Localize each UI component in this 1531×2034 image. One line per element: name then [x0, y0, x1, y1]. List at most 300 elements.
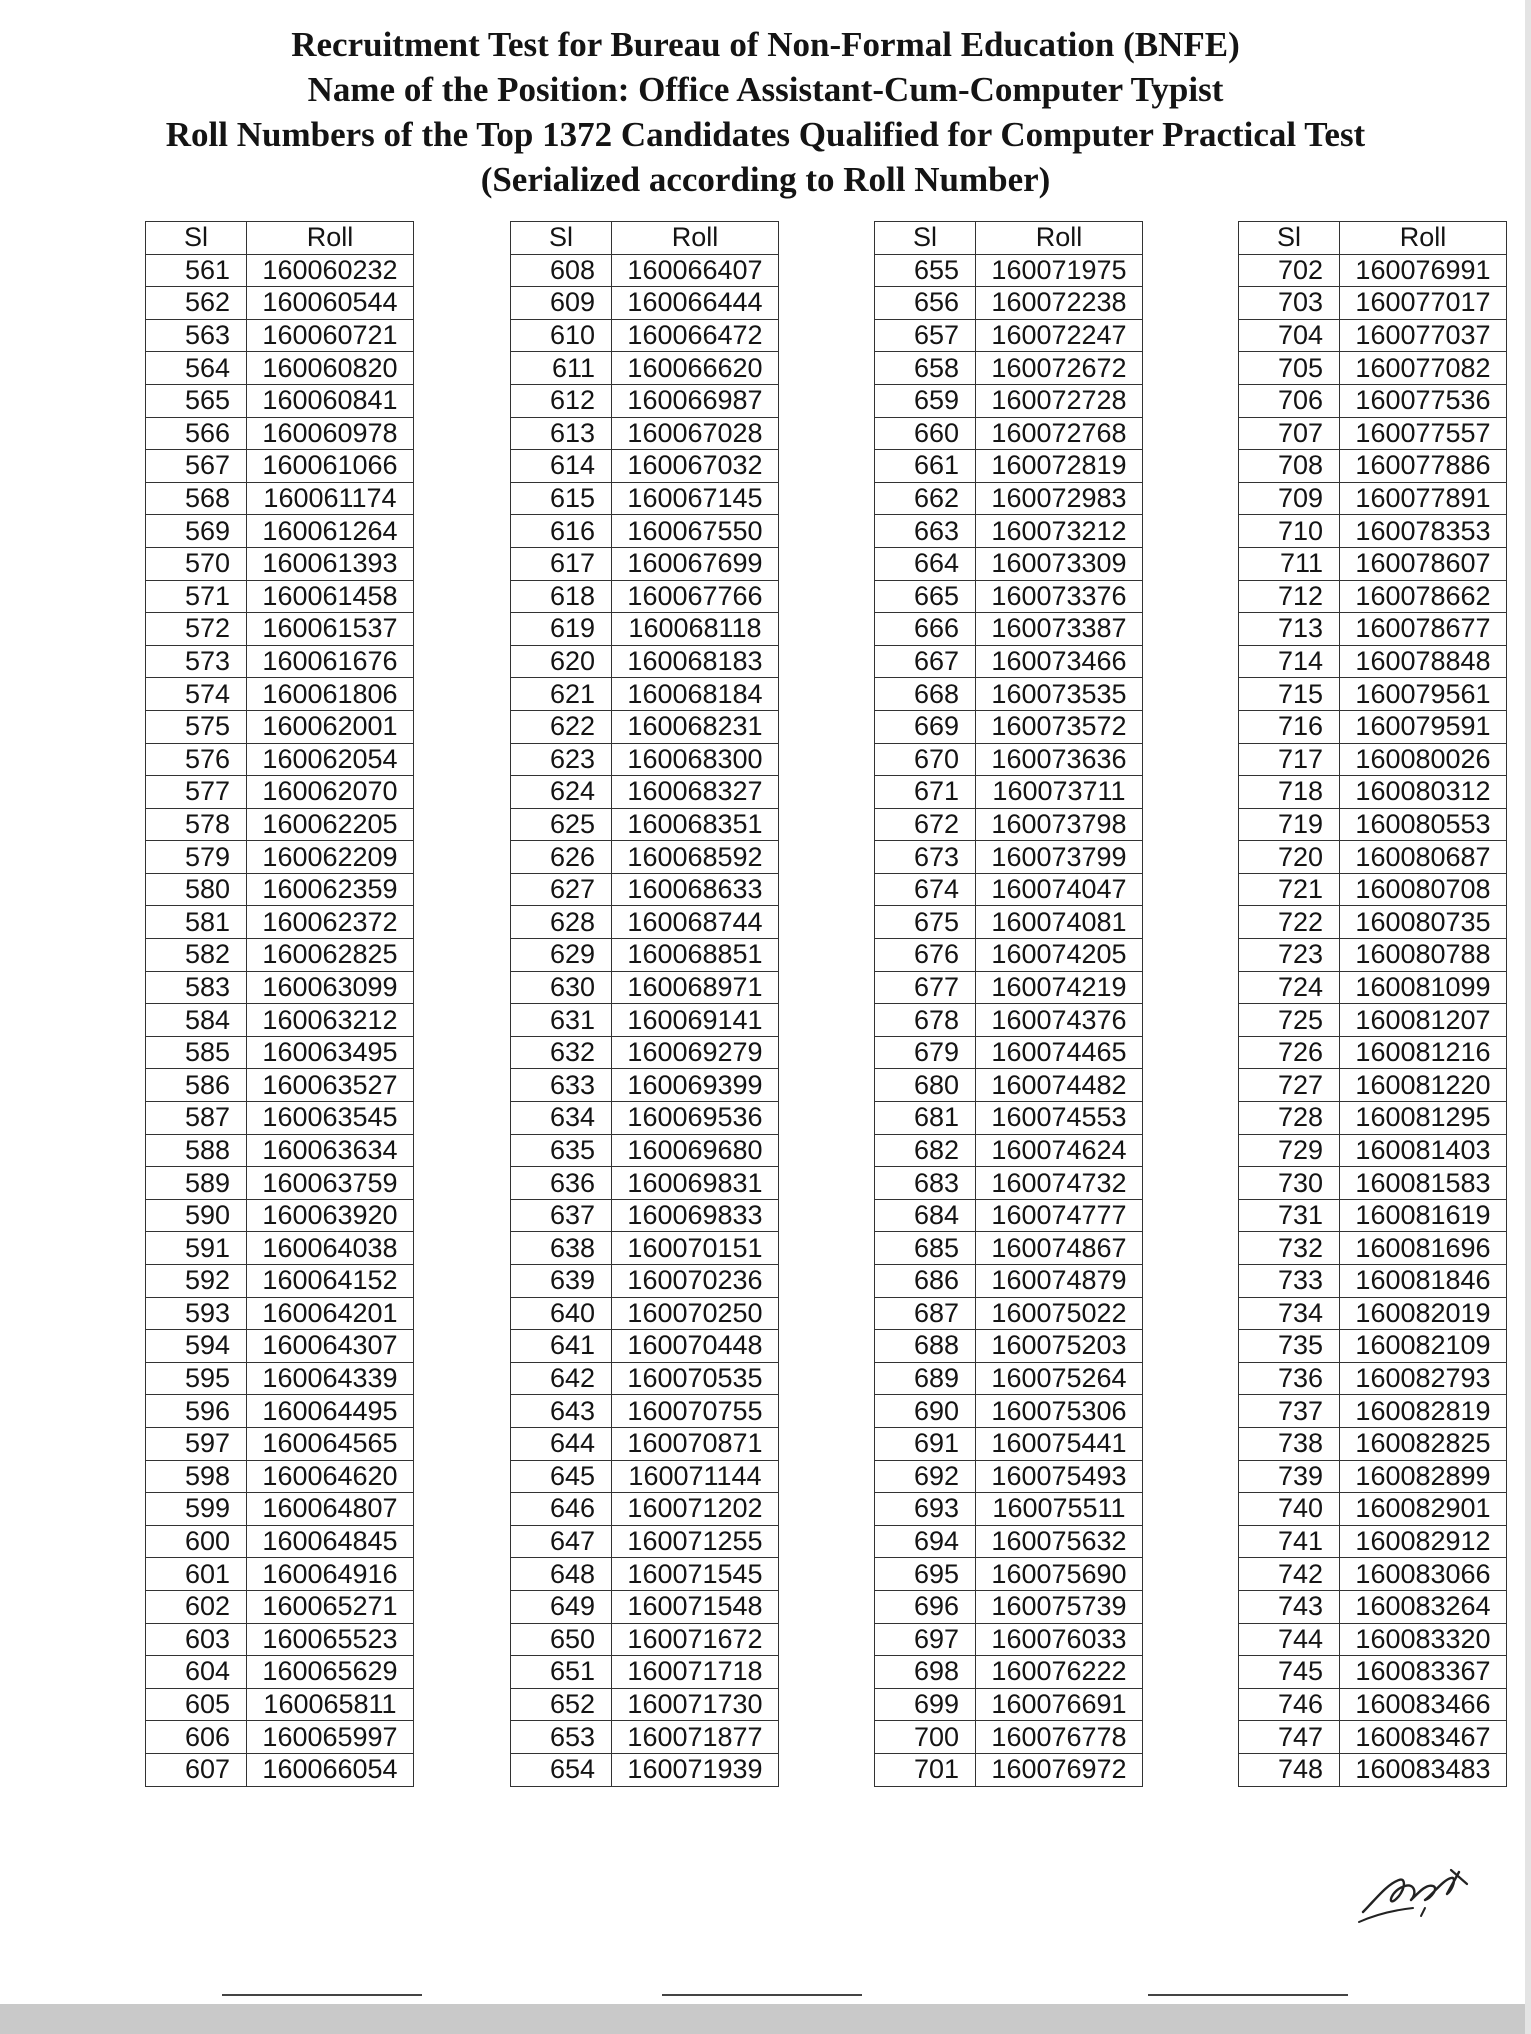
- roll-number-cell: 160063099: [247, 971, 414, 1004]
- table-row: [146, 841, 414, 874]
- roll-table-3: [874, 221, 1143, 1787]
- roll-number-cell: 160072819: [976, 450, 1143, 483]
- roll-number-cell: 160064307: [247, 1330, 414, 1363]
- table-row: [146, 482, 414, 515]
- roll-number-cell: 160068744: [612, 906, 779, 939]
- table-row: [511, 1623, 779, 1656]
- table-row: [511, 1167, 779, 1200]
- serial-cell: 595: [146, 1362, 247, 1395]
- serial-cell: 631: [511, 1004, 612, 1037]
- serial-cell: 711: [1239, 547, 1340, 580]
- serial-cell: 679: [875, 1036, 976, 1069]
- roll-number-cell: 160074376: [976, 1004, 1143, 1037]
- serial-cell: 683: [875, 1167, 976, 1200]
- roll-number-cell: 160061676: [247, 645, 414, 678]
- table-row: [146, 1590, 414, 1623]
- table-row: [875, 678, 1143, 711]
- table-row: [146, 939, 414, 972]
- table-row: [875, 1460, 1143, 1493]
- roll-number-cell: 160073711: [976, 776, 1143, 809]
- serial-cell: 677: [875, 971, 976, 1004]
- table-row: [511, 1493, 779, 1526]
- serial-cell: 592: [146, 1265, 247, 1298]
- serial-cell: 582: [146, 939, 247, 972]
- serial-cell: 680: [875, 1069, 976, 1102]
- table-row: [1239, 841, 1507, 874]
- table-row: [875, 547, 1143, 580]
- roll-number-cell: 160078848: [1340, 645, 1507, 678]
- table-row: [875, 1590, 1143, 1623]
- serial-cell: 581: [146, 906, 247, 939]
- roll-number-cell: 160068592: [612, 841, 779, 874]
- table-row: [511, 1525, 779, 1558]
- table-row: [146, 1167, 414, 1200]
- table-row: [875, 482, 1143, 515]
- table-row: [1239, 1297, 1507, 1330]
- serial-cell: 688: [875, 1330, 976, 1363]
- roll-number-cell: 160062070: [247, 776, 414, 809]
- table-row: [511, 450, 779, 483]
- roll-number-cell: 160071672: [612, 1623, 779, 1656]
- roll-number-cell: 160079591: [1340, 710, 1507, 743]
- serial-cell: 737: [1239, 1395, 1340, 1428]
- serial-cell: 593: [146, 1297, 247, 1330]
- roll-number-cell: 160061264: [247, 515, 414, 548]
- serial-cell: 562: [146, 287, 247, 320]
- serial-cell: 746: [1239, 1688, 1340, 1721]
- serial-cell: 661: [875, 450, 976, 483]
- serial-cell: 622: [511, 710, 612, 743]
- table-row: [511, 417, 779, 450]
- table-row: [146, 1525, 414, 1558]
- serial-cell: 623: [511, 743, 612, 776]
- table-row: [875, 384, 1143, 417]
- serial-cell: 589: [146, 1167, 247, 1200]
- column-header-sl: Sl: [875, 222, 976, 255]
- roll-number-cell: 160064201: [247, 1297, 414, 1330]
- roll-number-cell: 160074867: [976, 1232, 1143, 1265]
- serial-cell: 568: [146, 482, 247, 515]
- roll-number-cell: 160064152: [247, 1265, 414, 1298]
- table-row: [1239, 1362, 1507, 1395]
- table-row: [875, 1167, 1143, 1200]
- roll-number-cell: 160075739: [976, 1590, 1143, 1623]
- table-row: [875, 352, 1143, 385]
- serial-cell: 660: [875, 417, 976, 450]
- roll-number-cell: 160074777: [976, 1199, 1143, 1232]
- table-row: [1239, 1167, 1507, 1200]
- table-row: [511, 319, 779, 352]
- roll-number-cell: 160062372: [247, 906, 414, 939]
- serial-cell: 730: [1239, 1167, 1340, 1200]
- serial-cell: 709: [1239, 482, 1340, 515]
- serial-cell: 717: [1239, 743, 1340, 776]
- roll-number-cell: 160083264: [1340, 1590, 1507, 1623]
- table-row: [1239, 254, 1507, 287]
- table-row: [146, 1036, 414, 1069]
- table-row: [146, 1232, 414, 1265]
- roll-number-cell: 160071975: [976, 254, 1143, 287]
- table-row: [146, 1721, 414, 1754]
- roll-number-cell: 160081295: [1340, 1102, 1507, 1135]
- table-row: [1239, 743, 1507, 776]
- roll-number-cell: 160075264: [976, 1362, 1143, 1395]
- column-header-sl: Sl: [146, 222, 247, 255]
- serial-cell: 588: [146, 1134, 247, 1167]
- table-row: [1239, 1721, 1507, 1754]
- table-row: [1239, 1134, 1507, 1167]
- serial-cell: 625: [511, 808, 612, 841]
- serial-cell: 667: [875, 645, 976, 678]
- roll-number-cell: 160071939: [612, 1753, 779, 1786]
- roll-number-cell: 160081583: [1340, 1167, 1507, 1200]
- table-row: [875, 515, 1143, 548]
- roll-number-cell: 160080026: [1340, 743, 1507, 776]
- header-note: (Serialized according to Roll Number): [480, 160, 1051, 199]
- roll-number-cell: 160077886: [1340, 450, 1507, 483]
- serial-cell: 682: [875, 1134, 976, 1167]
- roll-number-cell: 160063920: [247, 1199, 414, 1232]
- serial-cell: 580: [146, 873, 247, 906]
- table-row: [1239, 1590, 1507, 1623]
- table-row: [146, 1656, 414, 1689]
- table-row: [146, 450, 414, 483]
- serial-cell: 607: [146, 1753, 247, 1786]
- serial-cell: 690: [875, 1395, 976, 1428]
- table-row: [511, 776, 779, 809]
- serial-cell: 668: [875, 678, 976, 711]
- column-header-roll: Roll: [247, 222, 414, 255]
- serial-cell: 671: [875, 776, 976, 809]
- serial-cell: 640: [511, 1297, 612, 1330]
- roll-number-cell: 160074553: [976, 1102, 1143, 1135]
- table-row: [875, 971, 1143, 1004]
- serial-cell: 629: [511, 939, 612, 972]
- roll-number-cell: 160076222: [976, 1656, 1143, 1689]
- table-row: [1239, 873, 1507, 906]
- serial-cell: 563: [146, 319, 247, 352]
- roll-number-cell: 160080735: [1340, 906, 1507, 939]
- roll-number-cell: 160083320: [1340, 1623, 1507, 1656]
- roll-number-cell: 160083483: [1340, 1753, 1507, 1786]
- roll-number-cell: 160070755: [612, 1395, 779, 1428]
- table-row: [875, 1656, 1143, 1689]
- serial-cell: 689: [875, 1362, 976, 1395]
- serial-cell: 573: [146, 645, 247, 678]
- table-row: [1239, 1395, 1507, 1428]
- table-row: [146, 873, 414, 906]
- table-row: [1239, 450, 1507, 483]
- table-row: [875, 287, 1143, 320]
- table-row: [875, 1623, 1143, 1656]
- table-row: [1239, 319, 1507, 352]
- table-row: [875, 1265, 1143, 1298]
- serial-cell: 647: [511, 1525, 612, 1558]
- serial-cell: 597: [146, 1427, 247, 1460]
- table-row: [511, 1590, 779, 1623]
- serial-cell: 645: [511, 1460, 612, 1493]
- table-row: [1239, 645, 1507, 678]
- table-row: [146, 319, 414, 352]
- roll-number-cell: 160077017: [1340, 287, 1507, 320]
- column-header-roll: Roll: [1340, 222, 1507, 255]
- serial-cell: 644: [511, 1427, 612, 1460]
- column-header-sl: Sl: [511, 222, 612, 255]
- table-row: [146, 547, 414, 580]
- serial-cell: 705: [1239, 352, 1340, 385]
- table-row: [875, 1753, 1143, 1786]
- scan-right-edge: [1525, 0, 1531, 2034]
- serial-cell: 722: [1239, 906, 1340, 939]
- serial-cell: 575: [146, 710, 247, 743]
- table-row: [875, 450, 1143, 483]
- roll-number-cell: 160077557: [1340, 417, 1507, 450]
- table-row: [875, 841, 1143, 874]
- serial-cell: 732: [1239, 1232, 1340, 1265]
- serial-cell: 681: [875, 1102, 976, 1135]
- table-row: [875, 1721, 1143, 1754]
- roll-number-cell: 160067550: [612, 515, 779, 548]
- roll-number-cell: 160067028: [612, 417, 779, 450]
- table-row: [875, 1069, 1143, 1102]
- table-row: [1239, 287, 1507, 320]
- table-row: [146, 287, 414, 320]
- table-row: [875, 417, 1143, 450]
- roll-table-1: [145, 221, 414, 1787]
- roll-number-cell: 160063634: [247, 1134, 414, 1167]
- roll-number-cell: 160072247: [976, 319, 1143, 352]
- serial-cell: 636: [511, 1167, 612, 1200]
- roll-number-cell: 160073376: [976, 580, 1143, 613]
- table-row: [511, 1297, 779, 1330]
- serial-cell: 735: [1239, 1330, 1340, 1363]
- table-row: [511, 482, 779, 515]
- roll-number-cell: 160062001: [247, 710, 414, 743]
- table-row: [875, 613, 1143, 646]
- roll-number-cell: 160060978: [247, 417, 414, 450]
- footer-rule-middle: [662, 1994, 862, 1996]
- serial-cell: 635: [511, 1134, 612, 1167]
- table-row: [875, 1558, 1143, 1591]
- table-row: [511, 1688, 779, 1721]
- serial-cell: 742: [1239, 1558, 1340, 1591]
- table-row: [146, 384, 414, 417]
- roll-number-cell: 160075203: [976, 1330, 1143, 1363]
- serial-cell: 634: [511, 1102, 612, 1135]
- serial-cell: 578: [146, 808, 247, 841]
- table-row: [511, 1558, 779, 1591]
- serial-cell: 596: [146, 1395, 247, 1428]
- roll-number-cell: 160077082: [1340, 352, 1507, 385]
- roll-number-cell: 160063545: [247, 1102, 414, 1135]
- table-row: [146, 808, 414, 841]
- serial-cell: 603: [146, 1623, 247, 1656]
- table-row: [875, 1493, 1143, 1526]
- roll-number-cell: 160068633: [612, 873, 779, 906]
- serial-cell: 687: [875, 1297, 976, 1330]
- table-row: [146, 1688, 414, 1721]
- serial-cell: 637: [511, 1199, 612, 1232]
- table-row: [1239, 417, 1507, 450]
- table-row: [511, 613, 779, 646]
- table-row: [875, 710, 1143, 743]
- signature-mark: [1355, 1850, 1475, 1930]
- serial-cell: 653: [511, 1721, 612, 1754]
- roll-number-cell: 160065271: [247, 1590, 414, 1623]
- serial-cell: 651: [511, 1656, 612, 1689]
- table-row: [875, 776, 1143, 809]
- table-row: [146, 743, 414, 776]
- serial-cell: 628: [511, 906, 612, 939]
- serial-cell: 624: [511, 776, 612, 809]
- roll-number-cell: 160072238: [976, 287, 1143, 320]
- table-row: [1239, 1004, 1507, 1037]
- table-row: [1239, 547, 1507, 580]
- roll-number-cell: 160064038: [247, 1232, 414, 1265]
- table-row: [146, 1330, 414, 1363]
- serial-cell: 698: [875, 1656, 976, 1689]
- table-row: [146, 1493, 414, 1526]
- table-row: [1239, 1656, 1507, 1689]
- serial-cell: 674: [875, 873, 976, 906]
- roll-number-cell: 160080312: [1340, 776, 1507, 809]
- serial-cell: 666: [875, 613, 976, 646]
- roll-number-cell: 160063527: [247, 1069, 414, 1102]
- table-row: [146, 971, 414, 1004]
- table-header-row: [1239, 222, 1507, 255]
- serial-cell: 685: [875, 1232, 976, 1265]
- table-row: [1239, 1069, 1507, 1102]
- serial-cell: 569: [146, 515, 247, 548]
- header-subtitle: Roll Numbers of the Top 1372 Candidates Qualified for Computer Practical Test: [165, 115, 1366, 154]
- serial-cell: 617: [511, 547, 612, 580]
- roll-number-cell: 160061458: [247, 580, 414, 613]
- serial-cell: 620: [511, 645, 612, 678]
- roll-number-cell: 160075441: [976, 1427, 1143, 1460]
- roll-number-cell: 160080687: [1340, 841, 1507, 874]
- roll-number-cell: 160082793: [1340, 1362, 1507, 1395]
- serial-cell: 665: [875, 580, 976, 613]
- roll-number-cell: 160060841: [247, 384, 414, 417]
- table-row: [146, 1558, 414, 1591]
- serial-cell: 714: [1239, 645, 1340, 678]
- roll-number-cell: 160076691: [976, 1688, 1143, 1721]
- roll-number-cell: 160074219: [976, 971, 1143, 1004]
- roll-number-cell: 160069141: [612, 1004, 779, 1037]
- roll-number-cell: 160069831: [612, 1167, 779, 1200]
- serial-cell: 672: [875, 808, 976, 841]
- roll-table-2: [510, 221, 779, 1787]
- roll-number-cell: 160079561: [1340, 678, 1507, 711]
- roll-number-cell: 160062825: [247, 939, 414, 972]
- roll-number-cell: 160068231: [612, 710, 779, 743]
- serial-cell: 734: [1239, 1297, 1340, 1330]
- serial-cell: 721: [1239, 873, 1340, 906]
- serial-cell: 673: [875, 841, 976, 874]
- table-row: [1239, 384, 1507, 417]
- roll-number-cell: 160077037: [1340, 319, 1507, 352]
- table-row: [511, 515, 779, 548]
- serial-cell: 566: [146, 417, 247, 450]
- table-row: [1239, 580, 1507, 613]
- serial-cell: 609: [511, 287, 612, 320]
- serial-cell: 728: [1239, 1102, 1340, 1135]
- serial-cell: 614: [511, 450, 612, 483]
- roll-number-cell: 160070250: [612, 1297, 779, 1330]
- roll-number-cell: 160072983: [976, 482, 1143, 515]
- roll-number-cell: 160081099: [1340, 971, 1507, 1004]
- table-row: [511, 1199, 779, 1232]
- roll-number-cell: 160071718: [612, 1656, 779, 1689]
- serial-cell: 656: [875, 287, 976, 320]
- table-row: [1239, 515, 1507, 548]
- roll-number-cell: 160067699: [612, 547, 779, 580]
- table-row: [146, 417, 414, 450]
- roll-number-cell: 160081846: [1340, 1265, 1507, 1298]
- table-row: [1239, 1199, 1507, 1232]
- table-row: [511, 287, 779, 320]
- roll-number-cell: 160068118: [612, 613, 779, 646]
- table-header-row: [146, 222, 414, 255]
- table-row: [511, 1330, 779, 1363]
- table-row: [1239, 1493, 1507, 1526]
- serial-cell: 718: [1239, 776, 1340, 809]
- serial-cell: 632: [511, 1036, 612, 1069]
- roll-number-cell: 160073387: [976, 613, 1143, 646]
- roll-number-cell: 160064565: [247, 1427, 414, 1460]
- roll-number-cell: 160060721: [247, 319, 414, 352]
- table-row: [875, 1004, 1143, 1037]
- roll-number-cell: 160060544: [247, 287, 414, 320]
- serial-cell: 604: [146, 1656, 247, 1689]
- roll-number-cell: 160082825: [1340, 1427, 1507, 1460]
- roll-number-cell: 160073212: [976, 515, 1143, 548]
- table-row: [146, 1069, 414, 1102]
- table-row: [875, 319, 1143, 352]
- serial-cell: 669: [875, 710, 976, 743]
- roll-number-cell: 160081220: [1340, 1069, 1507, 1102]
- serial-cell: 567: [146, 450, 247, 483]
- column-header-roll: Roll: [612, 222, 779, 255]
- table-row: [875, 1525, 1143, 1558]
- table-row: [511, 254, 779, 287]
- table-row: [875, 645, 1143, 678]
- roll-number-cell: 160083367: [1340, 1656, 1507, 1689]
- serial-cell: 599: [146, 1493, 247, 1526]
- serial-cell: 747: [1239, 1721, 1340, 1754]
- table-row: [146, 710, 414, 743]
- roll-number-cell: 160072672: [976, 352, 1143, 385]
- roll-number-cell: 160068327: [612, 776, 779, 809]
- roll-number-cell: 160071877: [612, 1721, 779, 1754]
- table-row: [1239, 1265, 1507, 1298]
- serial-cell: 706: [1239, 384, 1340, 417]
- serial-cell: 619: [511, 613, 612, 646]
- serial-cell: 727: [1239, 1069, 1340, 1102]
- roll-number-cell: 160060820: [247, 352, 414, 385]
- roll-number-cell: 160075690: [976, 1558, 1143, 1591]
- table-row: [146, 1753, 414, 1786]
- table-row: [511, 678, 779, 711]
- serial-cell: 723: [1239, 939, 1340, 972]
- serial-cell: 686: [875, 1265, 976, 1298]
- roll-number-cell: 160074879: [976, 1265, 1143, 1298]
- serial-cell: 576: [146, 743, 247, 776]
- serial-cell: 606: [146, 1721, 247, 1754]
- roll-number-cell: 160069279: [612, 1036, 779, 1069]
- serial-cell: 697: [875, 1623, 976, 1656]
- serial-cell: 691: [875, 1427, 976, 1460]
